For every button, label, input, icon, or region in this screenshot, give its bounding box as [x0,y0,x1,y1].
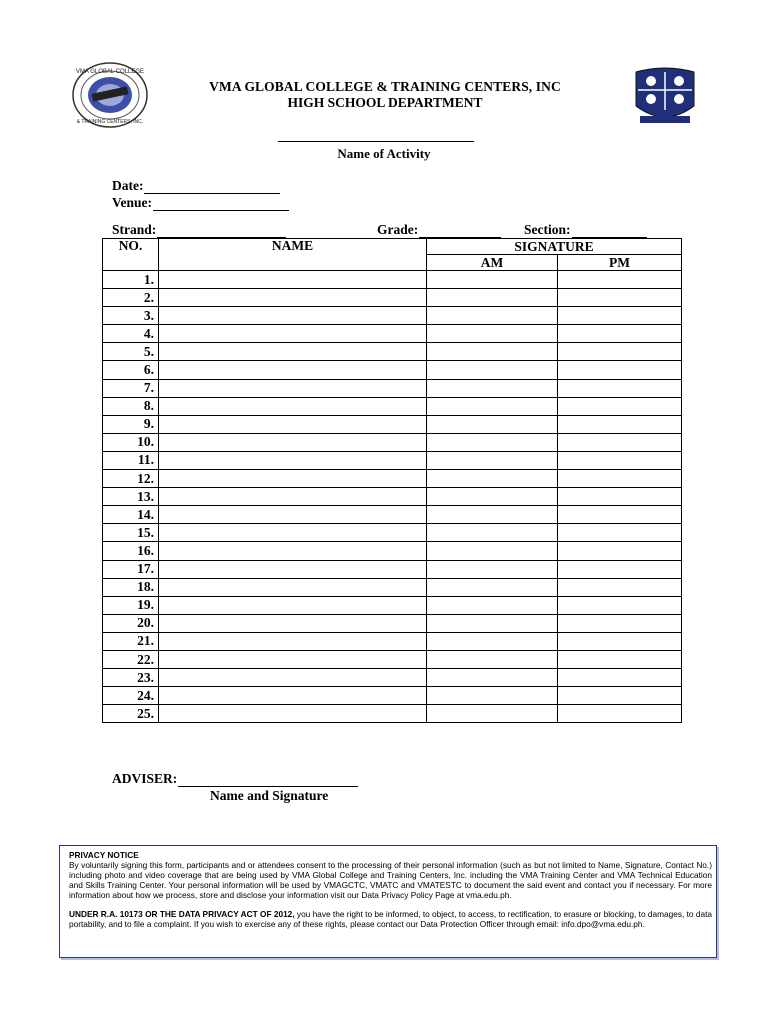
table-row [103,632,682,650]
school-seal-logo [72,62,148,128]
am-signature-cell[interactable] [427,379,558,397]
adviser-field[interactable] [112,771,358,787]
pm-signature-cell[interactable] [558,578,682,596]
grade-field[interactable] [377,222,501,238]
table-row [103,470,682,488]
am-signature-cell[interactable] [427,578,558,596]
strand-field[interactable] [112,222,286,238]
table-row [103,379,682,397]
am-signature-cell[interactable] [427,325,558,343]
table-row [103,289,682,307]
adviser-label: ADVISER: [112,771,178,786]
name-cell[interactable] [159,542,427,560]
am-signature-cell[interactable] [427,433,558,451]
section-label: Section: [524,222,571,237]
name-cell[interactable] [159,488,427,506]
am-signature-cell[interactable] [427,451,558,469]
table-row [103,451,682,469]
am-signature-cell[interactable] [427,488,558,506]
table-row [103,560,682,578]
privacy-rights-body: you have the right to be informed, to object, to access, to rectification, to erasure or blocking, to damages, to data portability, and to file a complaint. If you wish to exercise any of these rights, please contact our Data Protection Officer through email: info.dpo@vma.edu.ph. [69,909,712,929]
pm-signature-cell[interactable] [558,488,682,506]
column-header-pm: PM [558,255,682,271]
am-signature-cell[interactable] [427,596,558,614]
am-signature-cell[interactable] [427,687,558,705]
name-cell[interactable] [159,506,427,524]
pm-signature-cell[interactable] [558,542,682,560]
privacy-law-reference: UNDER R.A. 10173 OR THE DATA PRIVACY ACT OF 2012, [69,909,295,919]
table-row [103,578,682,596]
am-signature-cell[interactable] [427,397,558,415]
name-cell[interactable] [159,705,427,723]
activity-caption: Name of Activity [337,146,431,161]
pm-signature-cell[interactable] [558,307,682,325]
row-number: 25. [103,705,159,723]
table-row [103,397,682,415]
pm-signature-cell[interactable] [558,632,682,650]
am-signature-cell[interactable] [427,361,558,379]
school-name: VMA GLOBAL COLLEGE & TRAINING CENTERS, INC [209,79,561,94]
table-row [103,271,682,289]
table-row [103,705,682,723]
table-row [103,524,682,542]
svg-text:& TRAINING CENTERS, INC.: & TRAINING CENTERS, INC. [76,119,144,125]
grade-label: Grade: [377,222,419,237]
table-row [103,361,682,379]
column-header-name: NAME [159,239,427,271]
am-signature-cell[interactable] [427,614,558,632]
pm-signature-cell[interactable] [558,669,682,687]
am-signature-cell[interactable] [427,343,558,361]
row-number: 12. [103,470,159,488]
am-signature-cell[interactable] [427,307,558,325]
row-number: 15. [103,524,159,542]
name-cell[interactable] [159,560,427,578]
adviser-caption: Name and Signature [210,788,329,803]
attendance-rows [103,271,682,723]
row-number: 11. [103,451,159,469]
name-cell[interactable] [159,596,427,614]
am-signature-cell[interactable] [427,415,558,433]
pm-signature-cell[interactable] [558,524,682,542]
attendance-table [102,238,682,723]
row-number: 5. [103,343,159,361]
name-cell[interactable] [159,470,427,488]
name-cell[interactable] [159,433,427,451]
row-number: 2. [103,289,159,307]
pm-signature-cell[interactable] [558,687,682,705]
am-signature-cell[interactable] [427,632,558,650]
pm-signature-cell[interactable] [558,343,682,361]
department-name: HIGH SCHOOL DEPARTMENT [287,95,483,110]
row-number: 8. [103,397,159,415]
row-number: 18. [103,578,159,596]
strand-label: Strand: [112,222,157,237]
row-number: 7. [103,379,159,397]
row-number: 1. [103,271,159,289]
activity-name-line[interactable] [278,141,474,142]
pm-signature-cell[interactable] [558,705,682,723]
am-signature-cell[interactable] [427,650,558,668]
pm-signature-cell[interactable] [558,614,682,632]
pm-signature-cell[interactable] [558,289,682,307]
pm-signature-cell[interactable] [558,433,682,451]
name-cell[interactable] [159,361,427,379]
name-cell[interactable] [159,307,427,325]
row-number: 24. [103,687,159,705]
row-number: 22. [103,650,159,668]
name-cell[interactable] [159,289,427,307]
row-number: 9. [103,415,159,433]
table-row [103,687,682,705]
section-field[interactable] [524,222,647,238]
table-row [103,614,682,632]
name-cell[interactable] [159,524,427,542]
am-signature-cell[interactable] [427,524,558,542]
table-row [103,307,682,325]
adviser-line[interactable] [178,774,358,787]
grade-line[interactable] [419,225,501,238]
column-header-no: NO. [103,239,159,271]
row-number: 21. [103,632,159,650]
venue-field[interactable] [112,195,289,211]
table-row [103,343,682,361]
name-cell[interactable] [159,343,427,361]
am-signature-cell[interactable] [427,560,558,578]
table-row [103,488,682,506]
name-cell[interactable] [159,632,427,650]
am-signature-cell[interactable] [427,669,558,687]
name-cell[interactable] [159,271,427,289]
name-cell[interactable] [159,650,427,668]
name-cell[interactable] [159,614,427,632]
row-number: 13. [103,488,159,506]
name-cell[interactable] [159,669,427,687]
table-row [103,415,682,433]
table-row [103,325,682,343]
venue-label: Venue: [112,195,153,210]
privacy-notice [59,845,717,958]
am-signature-cell[interactable] [427,271,558,289]
am-signature-cell[interactable] [427,506,558,524]
privacy-title: PRIVACY NOTICE [69,850,139,860]
date-label: Date: [112,178,144,193]
row-number: 4. [103,325,159,343]
pm-signature-cell[interactable] [558,506,682,524]
am-signature-cell[interactable] [427,542,558,560]
pm-signature-cell[interactable] [558,596,682,614]
privacy-rights-text [69,909,712,929]
row-number: 6. [103,361,159,379]
name-cell[interactable] [159,325,427,343]
name-cell[interactable] [159,379,427,397]
date-line[interactable] [144,181,280,194]
pm-signature-cell[interactable] [558,451,682,469]
am-signature-cell[interactable] [427,470,558,488]
pm-signature-cell[interactable] [558,397,682,415]
row-number: 14. [103,506,159,524]
section-line[interactable] [572,225,647,238]
pm-signature-cell[interactable] [558,325,682,343]
table-row [103,596,682,614]
pm-signature-cell[interactable] [558,415,682,433]
am-signature-cell[interactable] [427,705,558,723]
pm-signature-cell[interactable] [558,470,682,488]
table-row [103,433,682,451]
privacy-consent-text: By voluntarily signing this form, participants and or attendees consent to the processing of their personal information (such as but not limited to Name, Signature, Contact No.) including photo and video coverage that are being used by VMA Global College and Training Centers, Inc. including the VMA Training Center and VMA Technical Education and Skills Training Center. Your personal information will be used by VMAGCTC, VMATC and VMATESTC to document the said event and contact you if necessary. For more information about how we process, store and disclose your information visit our Data Privacy Policy Page at vma.edu.ph. [69,860,712,900]
row-number: 20. [103,614,159,632]
row-number: 17. [103,560,159,578]
name-cell[interactable] [159,397,427,415]
column-header-am: AM [427,255,558,271]
table-row [103,669,682,687]
department-shield-logo [630,66,700,128]
pm-signature-cell[interactable] [558,650,682,668]
name-cell[interactable] [159,415,427,433]
svg-text:VMA GLOBAL COLLEGE: VMA GLOBAL COLLEGE [75,69,145,75]
table-row [103,542,682,560]
row-number: 10. [103,433,159,451]
strand-line[interactable] [157,225,286,238]
date-field[interactable] [112,178,280,194]
name-cell[interactable] [159,451,427,469]
name-cell[interactable] [159,578,427,596]
table-row [103,650,682,668]
row-number: 3. [103,307,159,325]
pm-signature-cell[interactable] [558,361,682,379]
row-number: 16. [103,542,159,560]
pm-signature-cell[interactable] [558,271,682,289]
am-signature-cell[interactable] [427,289,558,307]
row-number: 19. [103,596,159,614]
pm-signature-cell[interactable] [558,379,682,397]
name-cell[interactable] [159,687,427,705]
table-row [103,506,682,524]
venue-line[interactable] [153,198,289,211]
column-header-signature: SIGNATURE [427,239,682,255]
row-number: 23. [103,669,159,687]
pm-signature-cell[interactable] [558,560,682,578]
